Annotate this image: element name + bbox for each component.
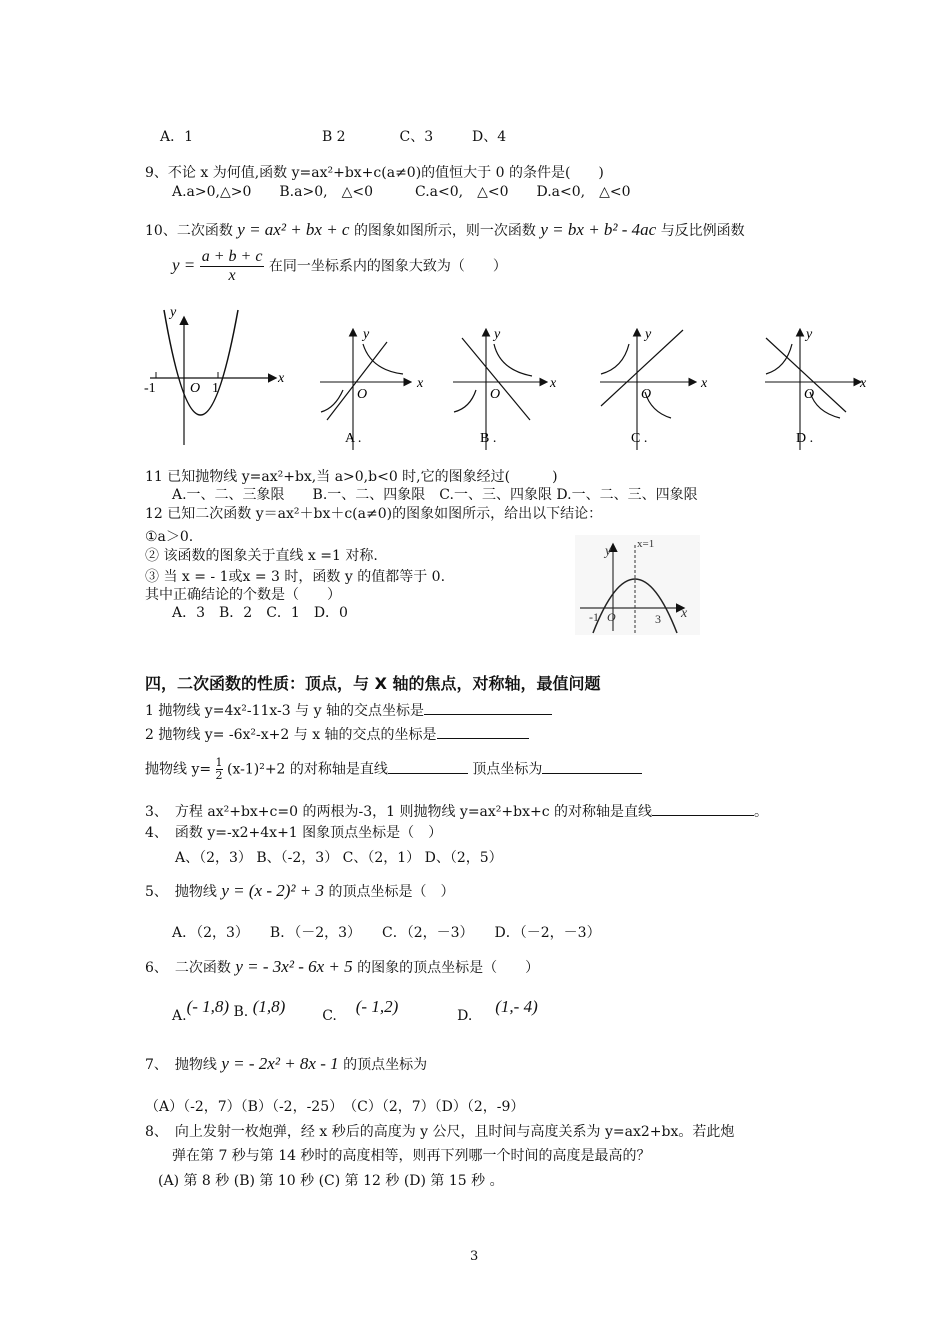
option-a-label: A . <box>345 431 362 446</box>
c-x-label: x <box>701 376 708 391</box>
q12-o-label: O <box>607 610 616 624</box>
q12-options: A．3 B．2 C．1 D．0 <box>172 605 348 621</box>
s4-q5-tail: 的顶点坐标是（ ） <box>328 884 455 900</box>
q9-stem: 9、不论 x 为何值,函数 y=ax²+bx+c(a≠0)的值恒大于 0 的条件是( ) <box>145 165 604 181</box>
s4-q6-a-label: A. <box>172 1008 187 1024</box>
s4-q6-tail: 的图象的顶点坐标是（ ） <box>357 960 540 976</box>
q12-x-label: x <box>681 606 688 621</box>
s4-half-mid: (x-1)²+2 的对称轴是直线 <box>227 761 388 778</box>
graph-x-label: x <box>278 371 285 386</box>
q12-graph <box>575 535 700 635</box>
s4-q6-options <box>172 997 538 1024</box>
q12-stem: 12 已知二次函数 y＝ax²＋bx＋c(a≠0)的图象如图所示，给出以下结论： <box>145 506 603 522</box>
s4-half-den: 2 <box>215 769 223 782</box>
s4-half-prefix: 抛物线 y= <box>145 761 212 778</box>
d-y-label: y <box>806 327 813 342</box>
q10-inverse-lhs: y = <box>172 255 196 275</box>
a-y-label: y <box>363 327 370 342</box>
q10-inverse-fraction <box>200 248 265 285</box>
s4-q4: 4、 函数 y=-x2+4x+1 图象顶点坐标是（ ） <box>145 825 443 841</box>
s4-q8-line2: 弹在第 7 秒与第 14 秒时的高度相等，则再下列哪一个时间的高度是最高的？ <box>172 1148 651 1164</box>
q10-suffix: 与反比例函数 <box>660 223 745 239</box>
s4-q7-tail: 的顶点坐标为 <box>343 1057 428 1073</box>
s4-q7-eq: y = - 2x² + 8x - 1 <box>221 1054 339 1073</box>
s4-half <box>145 757 642 782</box>
s4-q3-blank[interactable] <box>652 801 754 816</box>
s4-half-blank-2[interactable] <box>542 759 642 774</box>
q10-option-d-graph <box>765 327 867 450</box>
q12-y-label: y <box>605 544 612 559</box>
graph-neg1-label: -1 <box>144 381 156 396</box>
q10-linear-eq: y = bx + b² - 4ac <box>540 220 657 239</box>
q10-prefix: 10、二次函数 <box>145 223 233 239</box>
q8-prev-options <box>160 128 506 146</box>
option-a: A．1 <box>160 129 194 145</box>
s4-q3 <box>145 801 768 821</box>
b-y-label: y <box>494 327 501 342</box>
s4-q7-options: （A）（-2，7）（B）（-2，-25） （C）（2，7）（D）（2，-9） <box>145 1099 525 1115</box>
q10-option-c-graph <box>600 327 708 450</box>
q11-stem: 11 已知抛物线 y=ax²+bx,当 a>0,b<0 时,它的图象经过( ) <box>145 469 558 485</box>
q10-stem-line2 <box>172 248 507 285</box>
option-b-label: B . <box>480 431 497 446</box>
q10-mid: 的图象如图所示，则一次函数 <box>353 223 536 239</box>
s4-q7 <box>145 1055 427 1074</box>
d-x-label: x <box>860 376 867 391</box>
q12-neg1-label: -1 <box>589 610 599 624</box>
s4-q2 <box>145 724 529 744</box>
s4-q1 <box>145 700 552 720</box>
s4-q6-a-value: (- 1,8) <box>186 997 230 1016</box>
s4-q8-options: (A) 第 8 秒 (B) 第 10 秒 (C) 第 12 秒 (D) 第 15 秒 。 <box>158 1173 504 1189</box>
s4-q5-eq: y = (x - 2)² + 3 <box>221 881 324 900</box>
q10-graphs <box>140 300 880 460</box>
option-d: D、4 <box>472 129 507 145</box>
q12-conclusion-3: ③ 当 x = - 1或x = 3 时，函数 y 的值都等于 0. <box>145 569 446 585</box>
section4-title: 四，二次函数的性质：顶点，与 X 轴的焦点，对称轴，最值问题 <box>145 674 601 693</box>
c-y-label: y <box>645 327 652 342</box>
q12-conclusion-2: ② 该函数的图象关于直线 x =1 对称. <box>145 548 378 564</box>
q10-fraction-numerator: a + b + c <box>201 248 263 265</box>
q10-quadratic-eq: y = ax² + bx + c <box>237 220 350 239</box>
q10-stem <box>145 221 745 240</box>
q11-options: A.一、二、三象限 B.一、二、四象限 C.一、三、四象限 D.一、二、三、四象限 <box>172 487 698 503</box>
s4-q3-end: 。 <box>754 804 769 820</box>
q12-ask: 其中正确结论的个数是（ ） <box>145 587 341 603</box>
b-x-label: x <box>550 376 557 391</box>
s4-q6-b-label: B. <box>233 1004 249 1020</box>
s4-half-num: 1 <box>215 756 223 769</box>
q12-conclusion-1: ①a＞0. <box>145 529 194 545</box>
s4-half-blank-1[interactable] <box>388 759 468 774</box>
b-o-label: O <box>490 387 501 402</box>
s4-q1-text: 1 抛物线 y=4x²-11x-3 与 y 轴的交点坐标是 <box>145 703 424 719</box>
s4-q6-c-label: C. <box>322 1008 337 1024</box>
s4-q2-blank[interactable] <box>437 724 529 739</box>
q10-tail: 在同一坐标系内的图象大致为（ ） <box>268 258 507 275</box>
option-d-label: D . <box>796 431 814 446</box>
s4-q5-prefix: 5、 抛物线 <box>145 884 217 900</box>
graph-origin-label: O <box>190 381 201 396</box>
s4-q6-prefix: 6、 二次函数 <box>145 960 231 976</box>
option-c: C、3 <box>399 129 434 145</box>
graph-y-label: y <box>170 305 177 320</box>
c-o-label: O <box>641 387 652 402</box>
s4-q3-text: 3、 方程 ax²+bx+c=0 的两根为-3，1 则抛物线 y=ax²+bx+c 的对称轴是直线 <box>145 804 653 820</box>
s4-q6-d-label: D. <box>457 1008 473 1024</box>
s4-q6-c-value: (- 1,2) <box>355 997 399 1016</box>
a-x-label: x <box>417 376 424 391</box>
s4-half-tail: 顶点坐标为 <box>472 761 543 778</box>
s4-q6-eq: y = - 3x² - 6x + 5 <box>235 957 353 976</box>
parabola-curve <box>164 310 238 415</box>
a-o-label: O <box>357 387 368 402</box>
s4-q5 <box>145 882 454 901</box>
s4-half-fraction <box>216 757 223 782</box>
page-number: 3 <box>470 1249 479 1264</box>
option-b: B 2 <box>321 129 346 145</box>
s4-q8-line1: 8、 向上发射一枚炮弹，经 x 秒后的高度为 y 公尺，且时间与高度关系为 y=ax2+bx。若此炮 <box>145 1124 735 1140</box>
q10-main-graph <box>144 305 285 445</box>
s4-q6 <box>145 958 539 977</box>
option-c-label: C . <box>631 431 648 446</box>
graph-one-label: 1 <box>212 381 219 396</box>
q10-fraction-denominator: x <box>228 267 236 284</box>
s4-q4-options: A、（2，3） B、（-2，3） C、（2，1） D、（2，5） <box>175 850 503 866</box>
q9-options: A.a>0,△>0 B.a>0, △<0 C.a<0, △<0 D.a<0, △<0 <box>172 184 631 200</box>
s4-q5-options: A．（2，3） B．（－2，3） C．（2，－3） D．（－2，－3） <box>172 925 601 941</box>
q12-axis-label: x=1 <box>637 538 655 550</box>
s4-q2-text: 2 抛物线 y= -6x²-x+2 与 x 轴的交点的坐标是 <box>145 727 437 743</box>
q10-option-a-graph <box>320 327 424 450</box>
d-o-label: O <box>804 387 815 402</box>
s4-q7-prefix: 7、 抛物线 <box>145 1057 217 1073</box>
s4-q6-d-value: (1,- 4) <box>495 997 538 1016</box>
s4-q1-blank[interactable] <box>424 700 552 715</box>
q10-option-b-graph <box>453 327 557 450</box>
s4-q6-b-value: (1,8) <box>252 997 286 1016</box>
q12-three-label: 3 <box>655 612 661 626</box>
